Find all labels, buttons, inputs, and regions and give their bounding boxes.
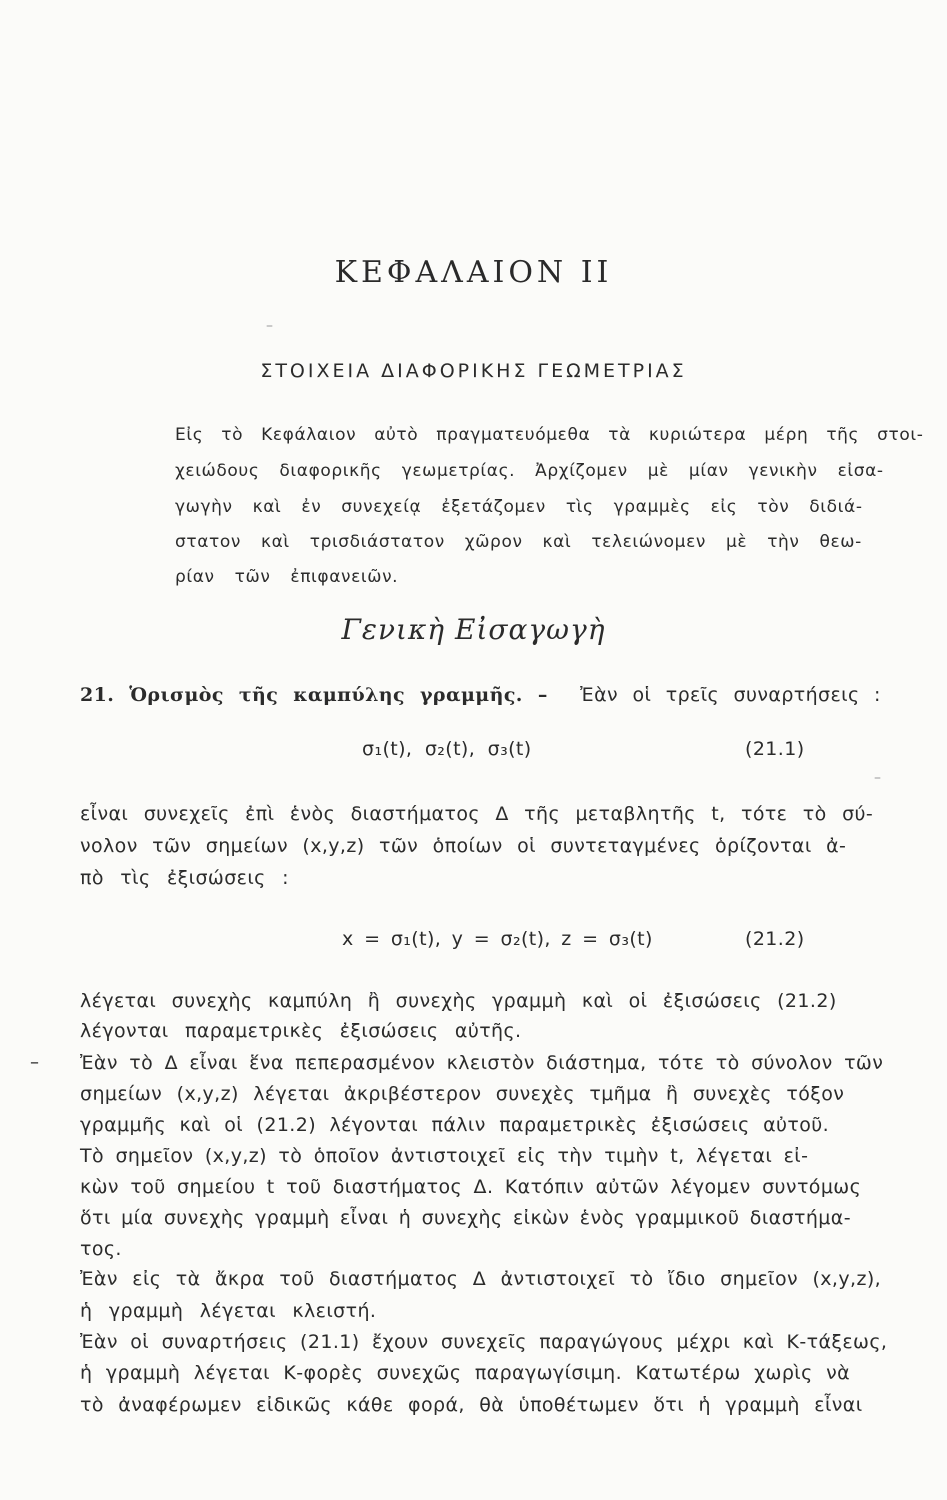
scan-mark: – — [874, 770, 881, 786]
body-line: τὸ ἀναφέρωμεν εἰδικῶς κάθε φορά, θὰ ὑποθέτωμεν ὅτι ἡ γραμμὴ εἶναι — [80, 1394, 863, 1416]
body-line: γραμμῆς καὶ οἱ (21.2) λέγονται πάλιν παραμετρικὲς ἐξισώσεις αὐτοῦ. — [80, 1114, 830, 1136]
body-line: Ἐὰν εἰς τὰ ἄκρα τοῦ διαστήματος Δ ἀντιστοιχεῖ τὸ ἴδιο σημεῖον (x,y,z), — [80, 1268, 882, 1290]
body-line: ὅτι μία συνεχὴς γραμμὴ εἶναι ἡ συνεχὴς εἰκὼν ἑνὸς γραμμικοῦ διαστήμα- — [80, 1207, 851, 1229]
equation-21-1: σ₁(t), σ₂(t), σ₃(t) — [362, 738, 532, 760]
definition-line — [80, 684, 881, 706]
intro-line: Εἰς τὸ Κεφάλαιον αὐτὸ πραγματευόμεθα τὰ κυριώτερα μέρη τῆς στοι- — [175, 425, 924, 445]
body-line: σημείων (x,y,z) λέγεται ἀκριβέστερον συνεχὲς τμῆμα ἢ συνεχὲς τόξον — [80, 1083, 845, 1105]
equation-label-21-2: (21.2) — [745, 928, 805, 950]
definition-start: Ἐὰν οἱ τρεῖς συναρτήσεις : — [580, 684, 881, 706]
chapter-subtitle: ΣΤΟΙΧΕΙΑ ΔΙΑΦΟΡΙΚΗΣ ΓΕΩΜΕΤΡΙΑΣ — [260, 360, 687, 382]
intro-line: στατον καὶ τρισδιάστατον χῶρον καὶ τελειώνομεν μὲ τὴν θεω- — [175, 532, 862, 552]
margin-dash: – — [30, 1052, 39, 1073]
body-line: πὸ τὶς ἐξισώσεις : — [80, 867, 289, 889]
body-line: τος. — [80, 1238, 122, 1260]
equation-21-2: x = σ₁(t), y = σ₂(t), z = σ₃(t) — [342, 928, 653, 950]
definition-heading: 21. Ὁρισμὸς τῆς καμπύλης γραμμῆς. – — [80, 684, 548, 706]
body-line: λέγεται συνεχὴς καμπύλη ἢ συνεχὴς γραμμὴ καὶ οἱ ἐξισώσεις (21.2) — [80, 990, 837, 1012]
intro-line: χειώδους διαφορικῆς γεωμετρίας. Ἀρχίζομεν μὲ μίαν γενικὴν εἰσα- — [175, 461, 884, 481]
body-line: νολον τῶν σημείων (x,y,z) τῶν ὁποίων οἱ συντεταγμένες ὁρίζονται ἀ- — [80, 835, 847, 857]
body-line: Τὸ σημεῖον (x,y,z) τὸ ὁποῖον ἀντιστοιχεῖ εἰς τὴν τιμὴν t, λέγεται εἰ- — [80, 1145, 809, 1167]
body-line: ἡ γραμμὴ λέγεται κλειστή. — [80, 1300, 377, 1322]
body-line: λέγονται παραμετρικὲς ἐξισώσεις αὐτῆς. — [80, 1020, 522, 1042]
body-line: Ἐὰν οἱ συναρτήσεις (21.1) ἔχουν συνεχεῖς παραγώγους μέχρι καὶ Κ-τάξεως, — [80, 1331, 888, 1353]
intro-line: γωγὴν καὶ ἐν συνεχείᾳ ἐξετάζομεν τὶς γραμμὲς εἰς τὸν διδιά- — [175, 497, 863, 517]
body-line: εἶναι συνεχεῖς ἐπὶ ἑνὸς διαστήματος Δ τῆς μεταβλητῆς t, τότε τὸ σύ- — [80, 803, 874, 825]
section-title: Γενικὴ Εἰσαγωγὴ — [341, 613, 606, 646]
body-line: κὼν τοῦ σημείου t τοῦ διαστήματος Δ. Κατόπιν αὐτῶν λέγομεν συντόμως — [80, 1176, 862, 1198]
chapter-title: ΚΕΦΑΛΑΙΟΝ ΙΙ — [334, 255, 613, 290]
body-line: Ἐὰν τὸ Δ εἶναι ἕνα πεπερασμένον κλειστὸν διάστημα, τότε τὸ σύνολον τῶν — [80, 1052, 884, 1074]
body-line: ἡ γραμμὴ λέγεται Κ-φορὲς συνεχῶς παραγωγίσιμη. Κατωτέρω χωρὶς νὰ — [80, 1362, 851, 1384]
equation-label-21-1: (21.1) — [745, 738, 805, 760]
scan-mark: – — [266, 318, 273, 334]
intro-line: ρίαν τῶν ἐπιφανειῶν. — [175, 567, 399, 587]
